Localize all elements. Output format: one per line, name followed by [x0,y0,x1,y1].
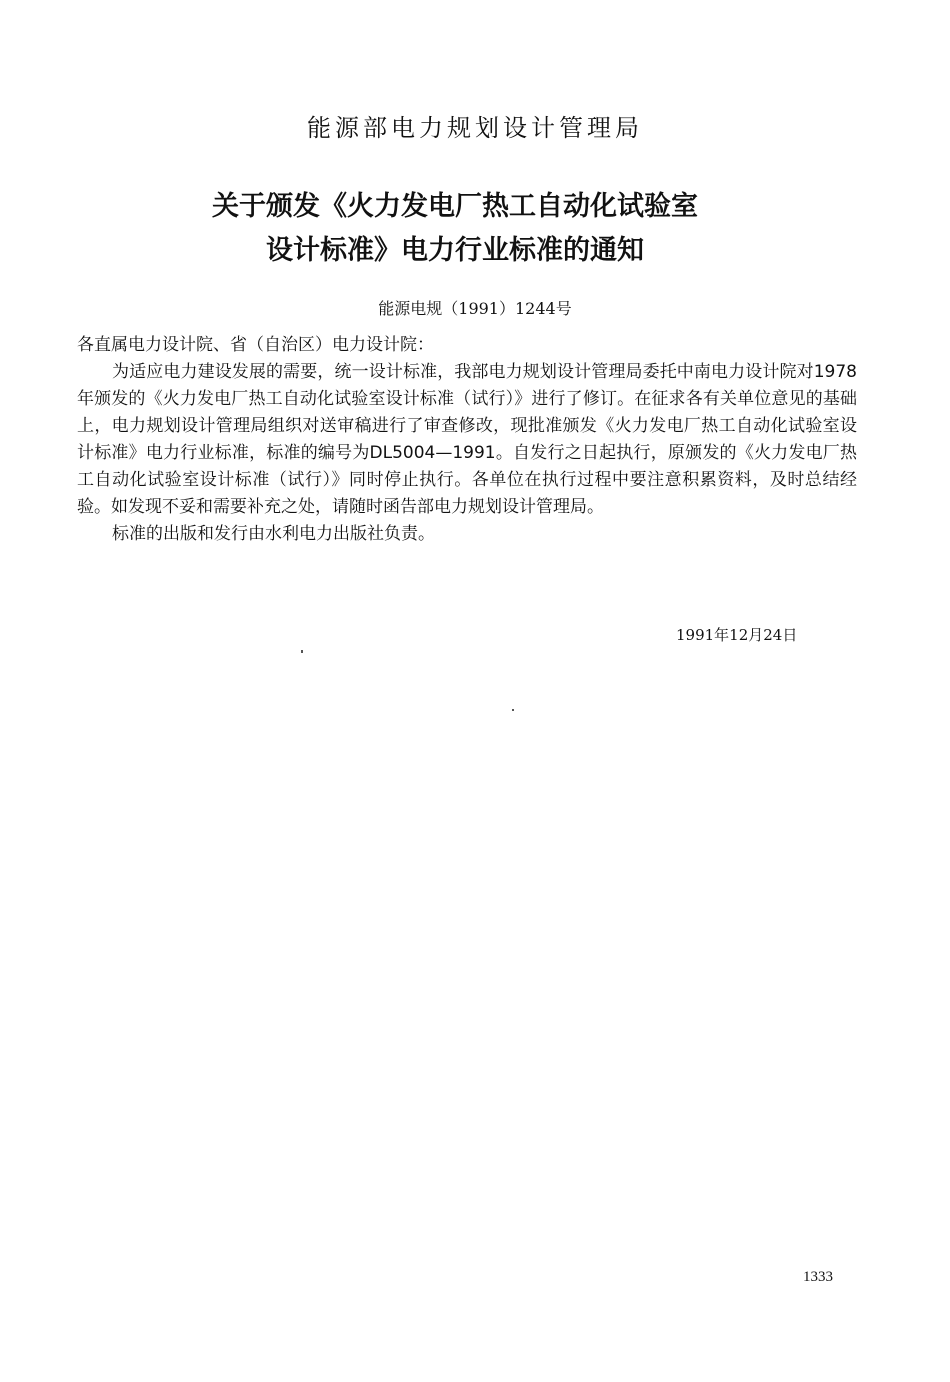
salutation: 各直属电力设计院、省（自治区）电力设计院： [77,335,434,355]
body-paragraph-2: 标准的出版和发行由水利电力出版社负责。 [112,524,435,544]
issue-date: 1991年12月24日 [676,626,798,644]
scan-speck [512,709,514,711]
page-number: 1333 [803,1269,833,1285]
document-title-line-2: 设计标准》电力行业标准的通知 [266,235,644,266]
body-paragraph-1: 为适应电力建设发展的需要，统一设计标准，我部电力规划设计管理局委托中南电力设计院对1978年颁发的《火力发电厂热工自动化试验室设计标准（试行）》进行了修订。在征求各有关单位意见的基础上，电力规划设计管理局组织对送审稿进行了审查修改，现批准颁发《火力发电厂热工自动化试验室设计标准》电力行业标准，标准的编号为DL5004—1991。自发行之日起执行，原颁发的《火力发电厂热工自动化试验室设计标准（试行）》同时停止执行。各单位在执行过程中要注意积累资料，及时总结经验。如发现不妥和需要补充之处，请随时函告部电力规划设计管理局。 [77,362,857,517]
issuer-heading: 能源部电力规划设计管理局 [307,114,643,142]
document-body [77,332,857,548]
document-number: 能源电规（1991）1244号 [378,299,572,318]
document-title-line-1: 关于颁发《火力发电厂热工自动化试验室 [212,191,698,222]
scan-speck [301,650,303,653]
